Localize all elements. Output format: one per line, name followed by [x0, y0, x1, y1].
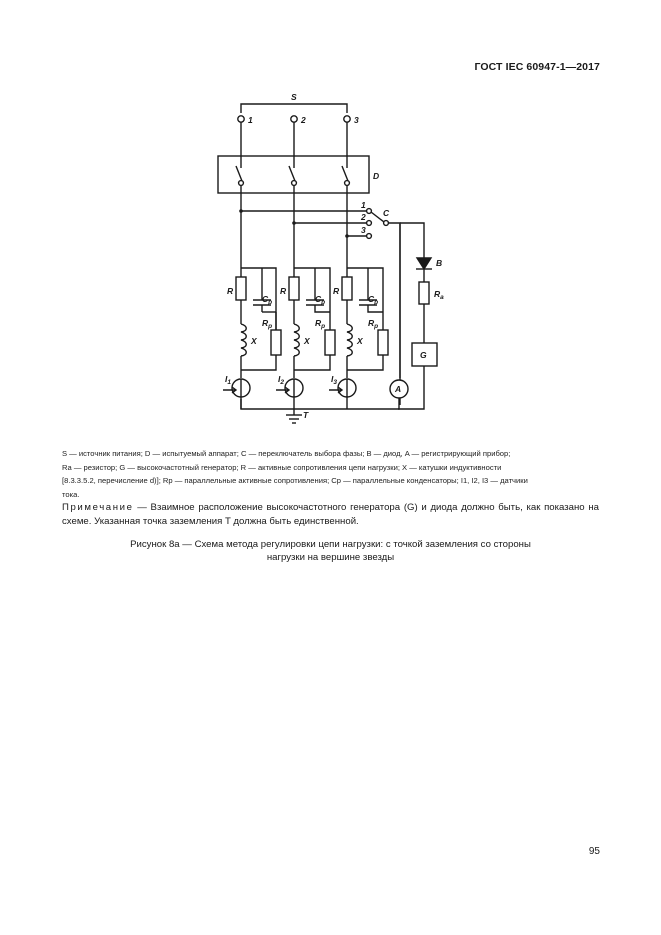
parallel-resistor-label-1: $R_p$ — [262, 318, 273, 330]
selector-label: C — [383, 208, 390, 218]
capacitor-label-3: $C_p$ — [368, 294, 379, 306]
terminal-1-label: 1 — [248, 115, 253, 125]
source-bracket — [241, 104, 347, 113]
capacitor-label-1: $C_p$ — [262, 294, 273, 306]
inductance-label-3: X — [357, 336, 363, 346]
note-text: — Взаимное расположение высокочастотного генератора (G) и диода должно быть, как показано на схеме. Указанная точка заземления T должна быть единственной. — [62, 502, 599, 527]
resistor-ra-label: $R_a$ — [434, 289, 444, 301]
load-branch-2 — [285, 268, 335, 397]
load-resistor-2 — [289, 277, 299, 300]
sensor-label-1: $I_1$ — [225, 374, 231, 386]
terminal-1 — [238, 115, 253, 125]
switch-contact-1 — [236, 166, 243, 185]
parallel-resistor-2 — [325, 330, 335, 355]
figure-legend — [62, 447, 599, 501]
load-branch-3 — [338, 268, 388, 397]
selector-pos-1: 1 — [361, 200, 366, 210]
terminal-3-label: 3 — [354, 115, 359, 125]
ground-icon — [286, 415, 302, 423]
sensor-label-2: $I_2$ — [278, 374, 284, 386]
switch-contact-3 — [342, 166, 349, 185]
phase-selector — [360, 200, 400, 405]
parallel-resistor-label-2: $R_p$ — [315, 318, 326, 330]
diode-label: B — [436, 258, 443, 268]
terminal-3 — [344, 115, 359, 125]
terminal-2-label: 2 — [301, 115, 306, 125]
note-label: Примечание — [62, 502, 134, 513]
selector-pos-2: 2 — [361, 212, 366, 222]
selector-pos-3: 3 — [361, 225, 366, 235]
diode-icon — [416, 258, 432, 269]
parallel-resistor-label-3: $R_p$ — [368, 318, 379, 330]
resistance-label-2: R — [280, 286, 287, 296]
inductor-3 — [347, 324, 352, 356]
parallel-resistor-1 — [271, 330, 281, 355]
parallel-resistor-3 — [378, 330, 388, 355]
ammeter-label: A — [395, 384, 402, 394]
inductance-label-2: X — [304, 336, 310, 346]
page-number: 95 — [588, 846, 600, 857]
resistance-label-1: R — [227, 286, 234, 296]
caption-line-2: нагрузки на вершине звезды — [266, 552, 395, 563]
terminal-2 — [291, 115, 306, 125]
legend-line-3: [8.3.3.5.2, перечисление d)]; Rp — параллельные активные сопротивления; Cp — параллельные конденсаторы; I1, I2, I3 — датчики — [62, 476, 528, 485]
inductor-2 — [294, 324, 299, 356]
device-label: D — [373, 171, 380, 181]
note — [62, 501, 599, 529]
resistor-ra — [419, 282, 429, 304]
resistance-label-3: R — [333, 286, 340, 296]
legend-line-1: S — источник питания; D — испытуемый аппарат; C — переключатель выбора фазы; B — диод, A — регистрирующий прибор; — [62, 449, 511, 458]
circuit-diagram — [0, 0, 661, 440]
load-branch-1 — [232, 268, 281, 397]
inductor-1 — [241, 324, 246, 356]
load-resistor-3 — [342, 277, 352, 300]
switch-contact-2 — [289, 166, 296, 185]
inductance-label-1: X — [251, 336, 257, 346]
caption-line-1: Рисунок 8а — Схема метода регулировки цепи нагрузки: с точкой заземления со стороны — [130, 539, 531, 550]
capacitor-label-2: $C_p$ — [315, 294, 326, 306]
figure-caption — [90, 538, 571, 564]
legend-line-2: Ra — резистор; G — высокочастотный генератор; R — активные сопротивления цепи нагрузки; X — катушки индуктивности — [62, 462, 502, 472]
legend-line-4: тока. — [62, 489, 80, 499]
source-label: S — [291, 92, 297, 102]
standard-designation: ГОСТ IEC 60947-1—2017 — [474, 61, 600, 73]
generator-label: G — [420, 350, 427, 360]
sensor-label-3: $I_3$ — [331, 374, 337, 386]
load-resistor-1 — [236, 277, 246, 300]
ground-label: T — [303, 410, 309, 420]
